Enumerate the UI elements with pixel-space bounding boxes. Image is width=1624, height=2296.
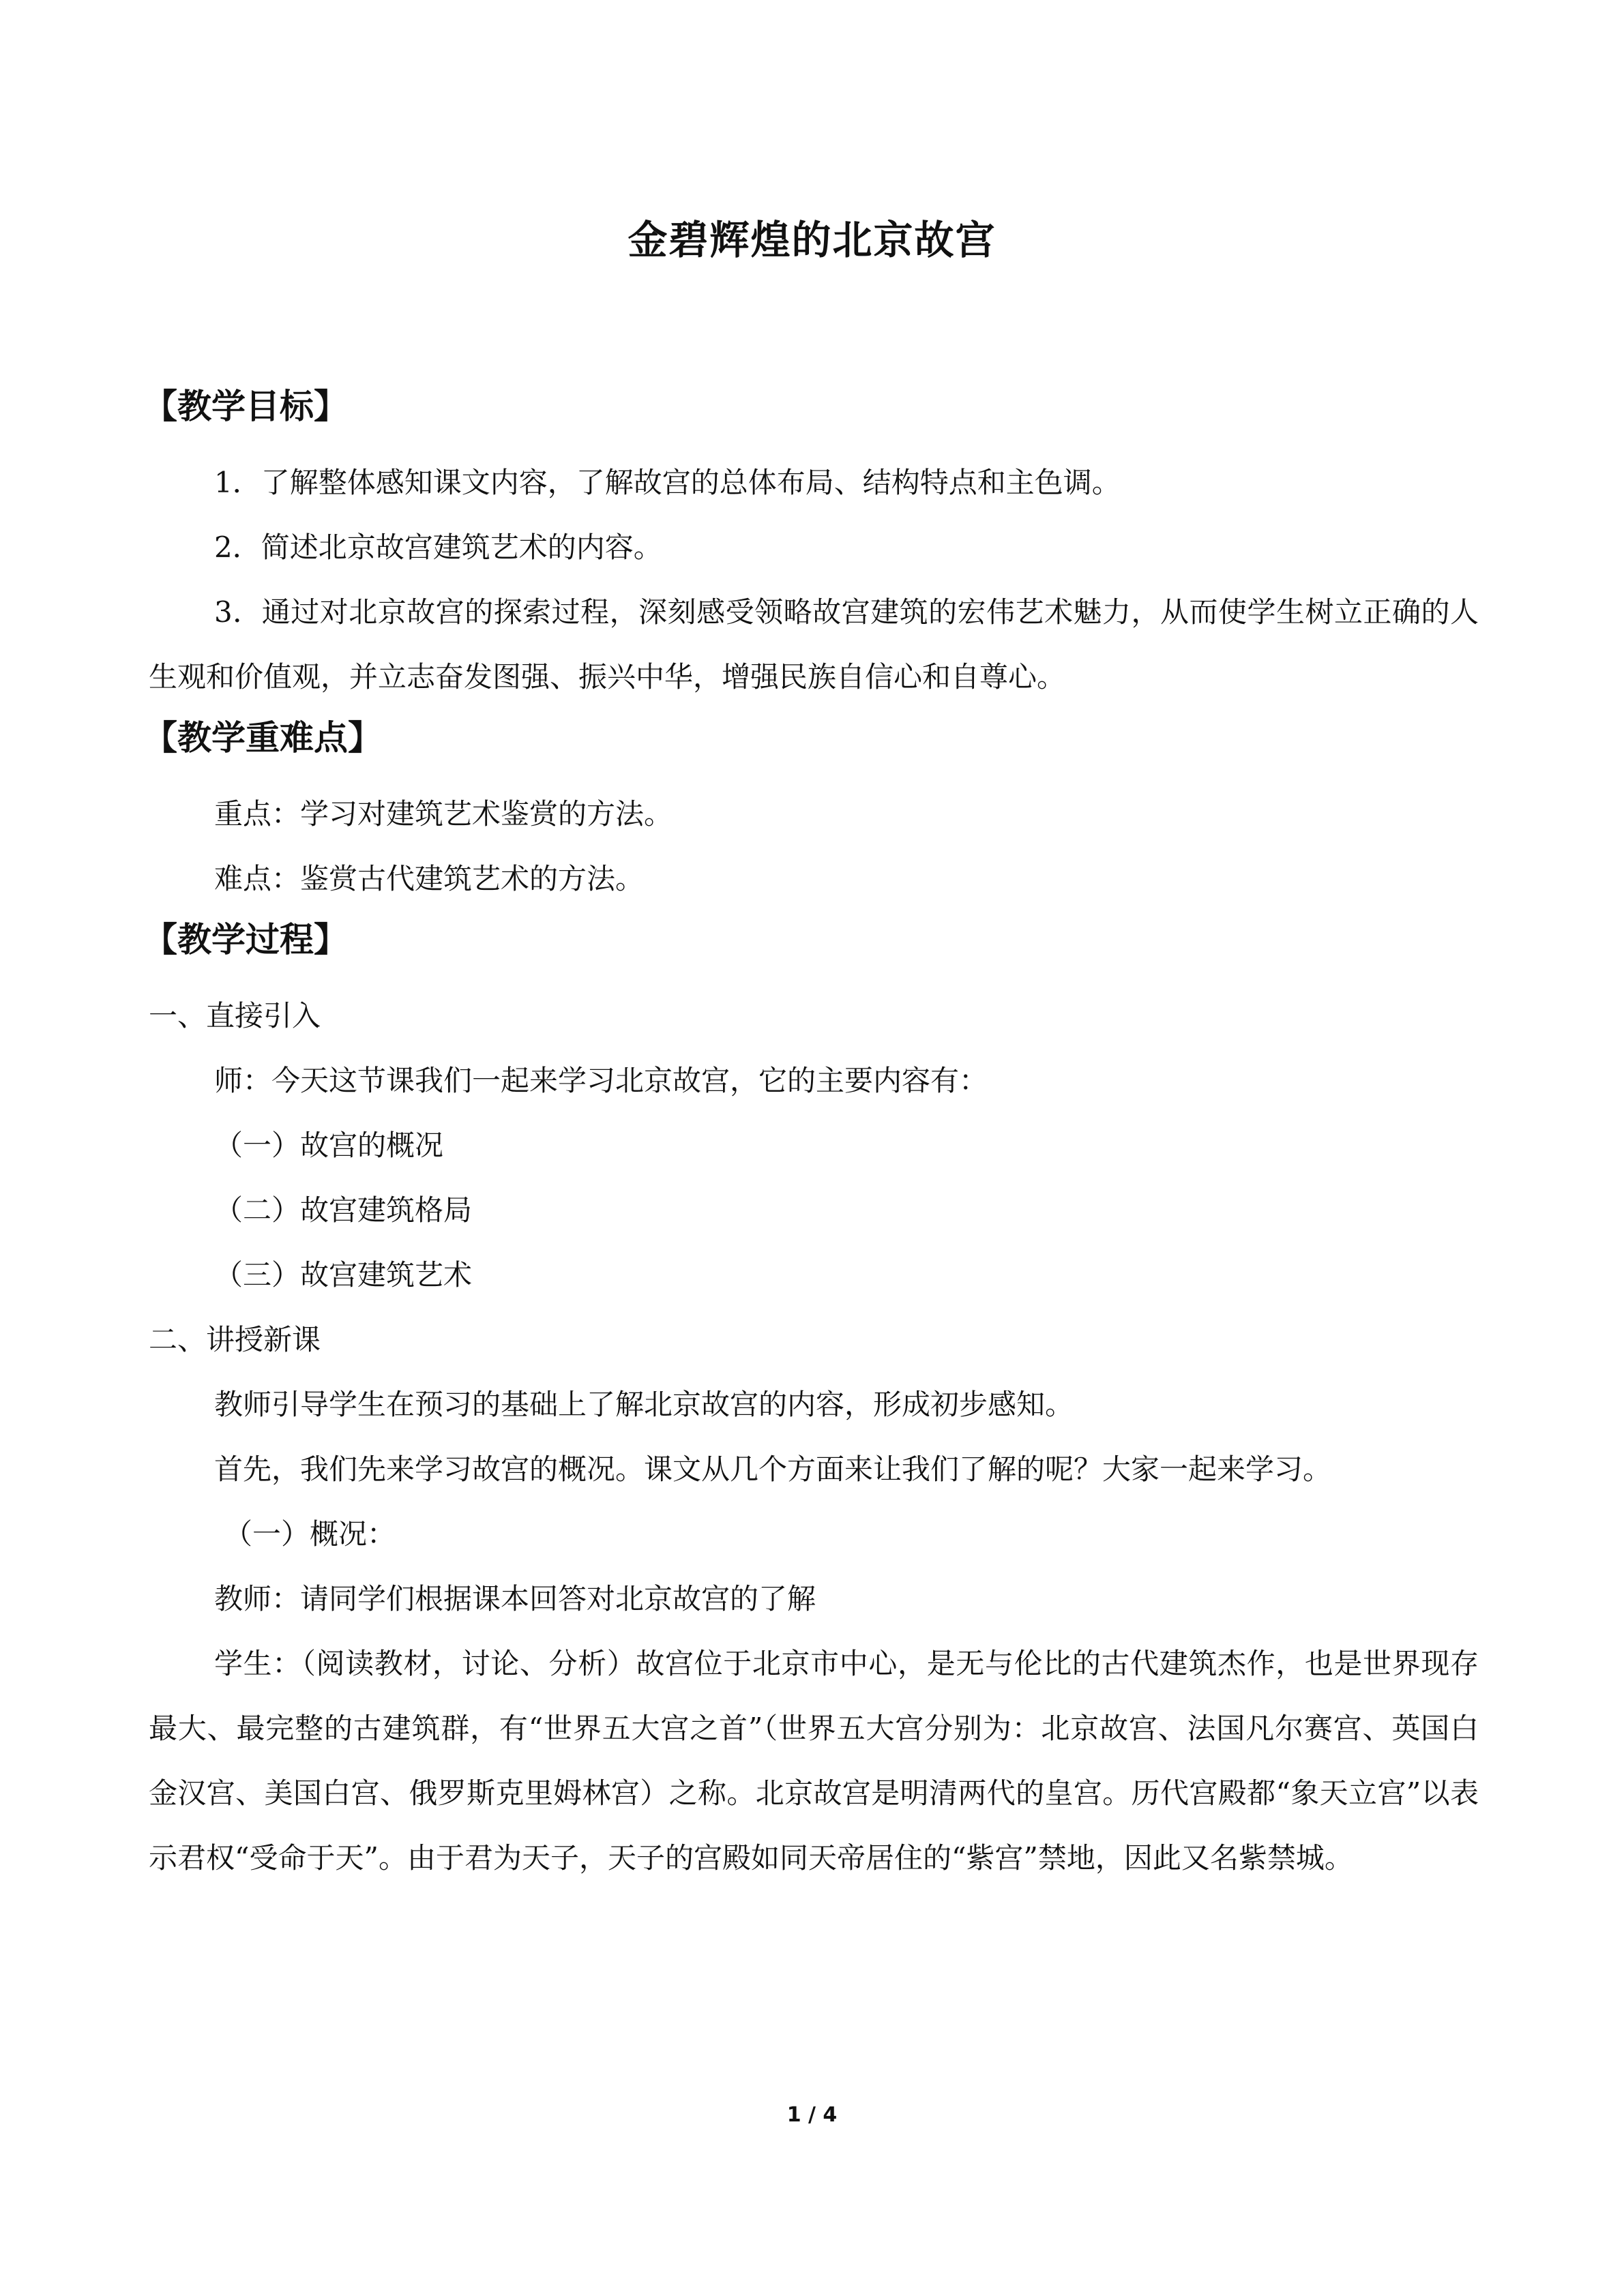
objective-item-1: 1．了解整体感知课文内容，了解故宫的总体布局、结构特点和主色调。 [214,466,1121,499]
process-step-1-title: 一、直接引入 [149,999,321,1032]
process-step-1-intro: 师：今天这节课我们一起来学习北京故宫，它的主要内容有： [214,1064,988,1097]
student-answer: 学生：（阅读教材，讨论、分析）故宫位于北京市中心，是无与伦比的古代建筑杰作，也是世界现存最大、最完整的古建筑群，有“世界五大宫之首”（世界五大宫分别为：北京故宫、法国凡尔赛宫、英国白金汉宫、美国白宫、俄罗斯克里姆林宫）之称。北京故宫是明清两代的皇宫。历代宫殿都“象天立宫”以表示君权“受命于天”。由于君为天子，天子的宫殿如同天帝居住的“紫宫”禁地，因此又名紫禁城。 [149,1647,1479,1875]
objective-item-2: 2．简述北京故宫建筑艺术的内容。 [214,531,662,564]
key-points-heading: 【教学重难点】 [143,718,382,758]
page-number: 1 / 4 [786,2103,838,2127]
key-point-focus: 重点：学习对建筑艺术鉴赏的方法。 [214,797,673,831]
objectives-heading: 【教学目标】 [143,387,348,426]
document-body [143,382,1479,1890]
teacher-question: 教师：请同学们根据课本回答对北京故宫的了解 [214,1582,816,1615]
objective-item-3: 3．通过对北京故宫的探索过程，深刻感受领略故宫建筑的宏伟艺术魅力，从而使学生树立正确的人生观和价值观，并立志奋发图强、振兴中华，增强民族自信心和自尊心。 [149,595,1479,694]
document-title: 金碧辉煌的北京故宫 [628,217,996,263]
process-step-2-para-2: 首先，我们先来学习故宫的概况。课文从几个方面来让我们了解的呢？大家一起来学习。 [214,1452,1332,1486]
topic-item-1: （一）故宫的概况 [214,1129,444,1162]
topic-item-2: （二）故宫建筑格局 [214,1193,473,1227]
process-step-2-title: 二、讲授新课 [149,1323,321,1356]
process-heading: 【教学过程】 [143,920,348,959]
process-step-2-para-1: 教师引导学生在预习的基础上了解北京故宫的内容，形成初步感知。 [214,1388,1074,1421]
topic-item-3: （三）故宫建筑艺术 [214,1258,473,1292]
key-point-difficulty: 难点：鉴赏古代建筑艺术的方法。 [214,862,645,895]
overview-subtitle: （一）概况： [224,1517,396,1551]
